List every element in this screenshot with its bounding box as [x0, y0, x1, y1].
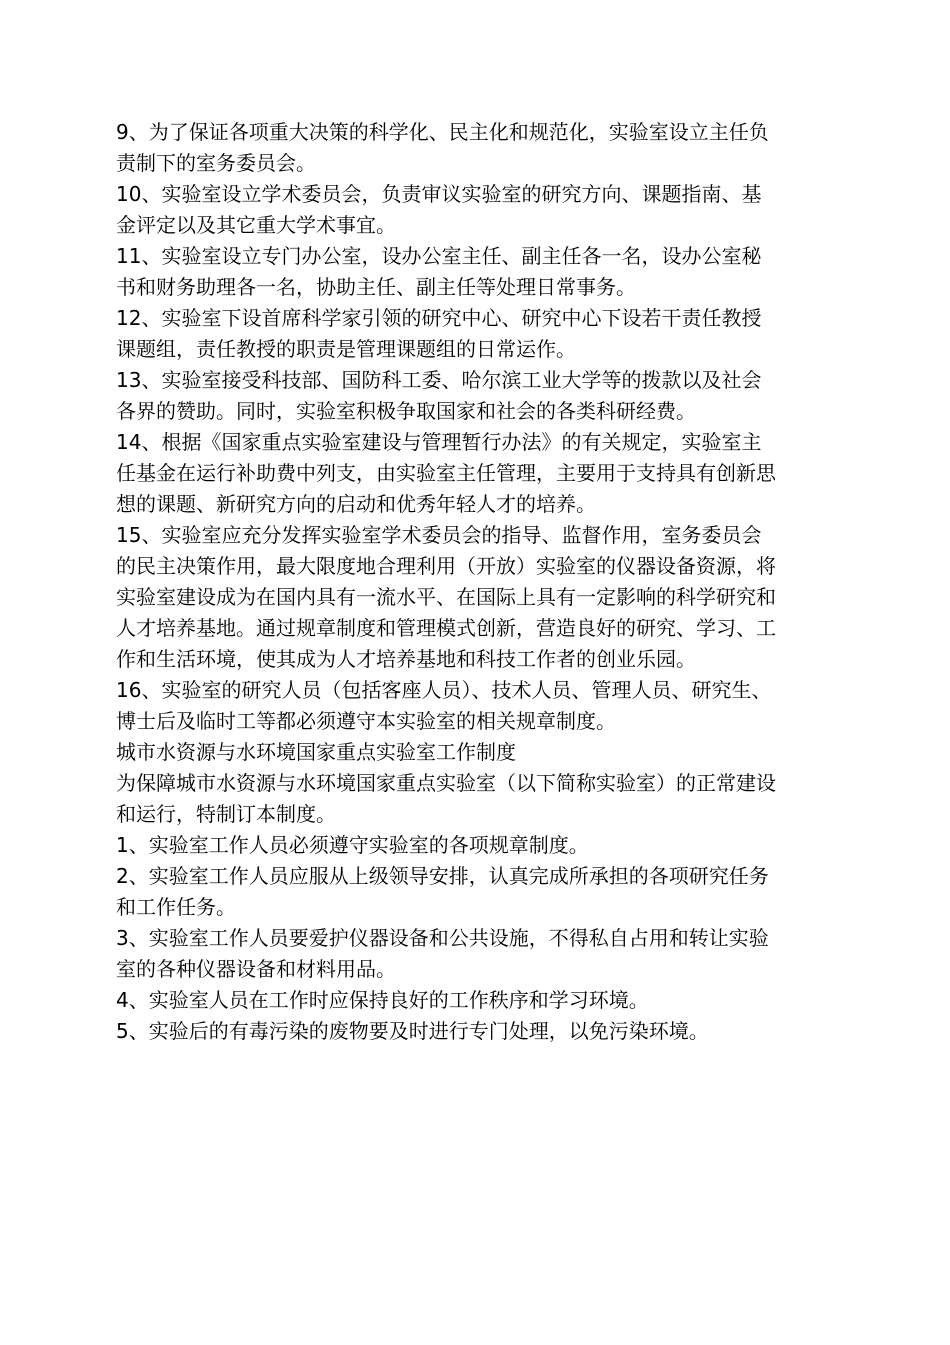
paragraph-work-rule-3: 3、实验室工作人员要爱护仪器设备和公共设施，不得私自占用和转让实验室的各种仪器设备和材料用品。: [116, 926, 769, 981]
paragraph-rule-11: 11、实验室设立专门办公室，设办公室主任、副主任各一名，设办公室秘书和财务助理各一名，协助主任、副主任等处理日常事务。: [116, 244, 762, 299]
paragraph-work-rule-4: 4、实验室人员在工作时应保持良好的工作秩序和学习环境。: [116, 988, 649, 1012]
paragraph-rule-16: 16、实验室的研究人员（包括客座人员）、技术人员、管理人员、研究生、博士后及临时工等都必须遵守本实验室的相关规章制度。: [116, 678, 772, 733]
paragraph-work-rule-1: 1、实验室工作人员必须遵守实验室的各项规章制度。: [116, 833, 589, 857]
document-body: [116, 117, 776, 1047]
paragraph-rule-10: 10、实验室设立学术委员会，负责审议实验室的研究方向、课题指南、基金评定以及其它重大学术事宜。: [116, 182, 762, 237]
paragraph-rule-9: 9、为了保证各项重大决策的科学化、民主化和规范化，实验室设立主任负责制下的室务委员会。: [116, 120, 769, 175]
paragraph-rule-12: 12、实验室下设首席科学家引领的研究中心、研究中心下设若干责任教授课题组，责任教授的职责是管理课题组的日常运作。: [116, 306, 762, 361]
paragraph-work-rule-5: 5、实验后的有毒污染的废物要及时进行专门处理，以免污染环境。: [116, 1019, 709, 1043]
paragraph-rule-14: 14、根据《国家重点实验室建设与管理暂行办法》的有关规定，实验室主任基金在运行补助费中列支，由实验室主任管理，主要用于支持具有创新思想的课题、新研究方向的启动和优秀年轻人才的培养。: [116, 430, 776, 516]
section-intro: 为保障城市水资源与水环境国家重点实验室（以下简称实验室）的正常建设和运行，特制订本制度。: [116, 771, 776, 826]
paragraph-rule-15: 15、实验室应充分发挥实验室学术委员会的指导、监督作用，室务委员会的民主决策作用，最大限度地合理利用（开放）实验室的仪器设备资源，将实验室建设成为在国内具有一流水平、在国际上具有一定影响的科学研究和人才培养基地。通过规章制度和管理模式创新，营造良好的研究、学习、工作和生活环境，使其成为人才培养基地和科技工作者的创业乐园。: [116, 523, 776, 671]
section-heading: 城市水资源与水环境国家重点实验室工作制度: [116, 740, 516, 764]
paragraph-rule-13: 13、实验室接受科技部、国防科工委、哈尔滨工业大学等的拨款以及社会各界的赞助。同时，实验室积极争取国家和社会的各类科研经费。: [116, 368, 762, 423]
paragraph-work-rule-2: 2、实验室工作人员应服从上级领导安排，认真完成所承担的各项研究任务和工作任务。: [116, 864, 769, 919]
